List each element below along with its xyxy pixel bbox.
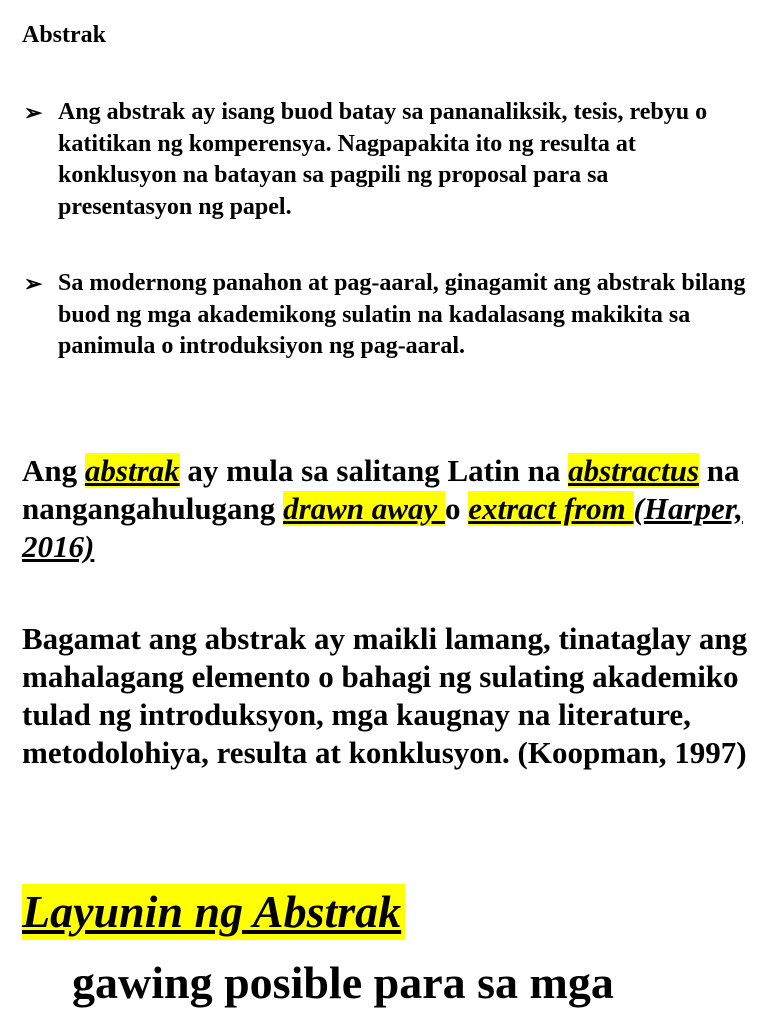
bullet-text: Ang abstrak ay isang buod batay sa pananaliksik, tesis, rebyu o katitikan ng komperensya. Nagpapakita ito ng resulta at konklusyon na batayan sa pagpili ng proposal para sa presentasyon ng papel. [58,99,708,220]
section-text: gawing posible para sa mga [72,957,614,1008]
list-item [22,268,747,363]
text-run: na nangangahulugang [22,453,740,526]
highlighted-term: extract from [468,491,634,526]
list-item [22,97,747,223]
arrow-bullet-icon: ➢ [24,271,43,296]
citation: (Harper, 2016) [22,491,743,564]
page-heading: Abstrak [22,22,107,48]
highlighted-term: abstrak [84,453,180,488]
section-title: Layunin ng Abstrak [22,884,405,940]
bullet-list [22,97,747,408]
description-paragraph: Bagamat ang abstrak ay maikli lamang, tinataglay ang mahalagang elemento o bahagi ng sulating akademiko tulad ng introduksyon, mga kaugnay na literature, metodolohiya, resulta at konklusyon. (Koopman, 1997) [22,621,748,770]
highlighted-term: drawn away [283,491,445,526]
text-run: ay mula sa salitang Latin na [179,453,569,488]
arrow-bullet-icon: ➢ [24,100,43,125]
highlighted-term: abstractus [568,453,700,488]
text-run: o [444,491,469,526]
bullet-text: Sa modernong panahon at pag-aaral, ginagamit ang abstrak bilang buod ng mga akademikong sulatin na kadalasang makikita sa panimula o introduksiyon ng pag-aaral. [58,270,746,359]
etymology-paragraph [22,452,752,566]
text-run: Ang [22,453,85,488]
